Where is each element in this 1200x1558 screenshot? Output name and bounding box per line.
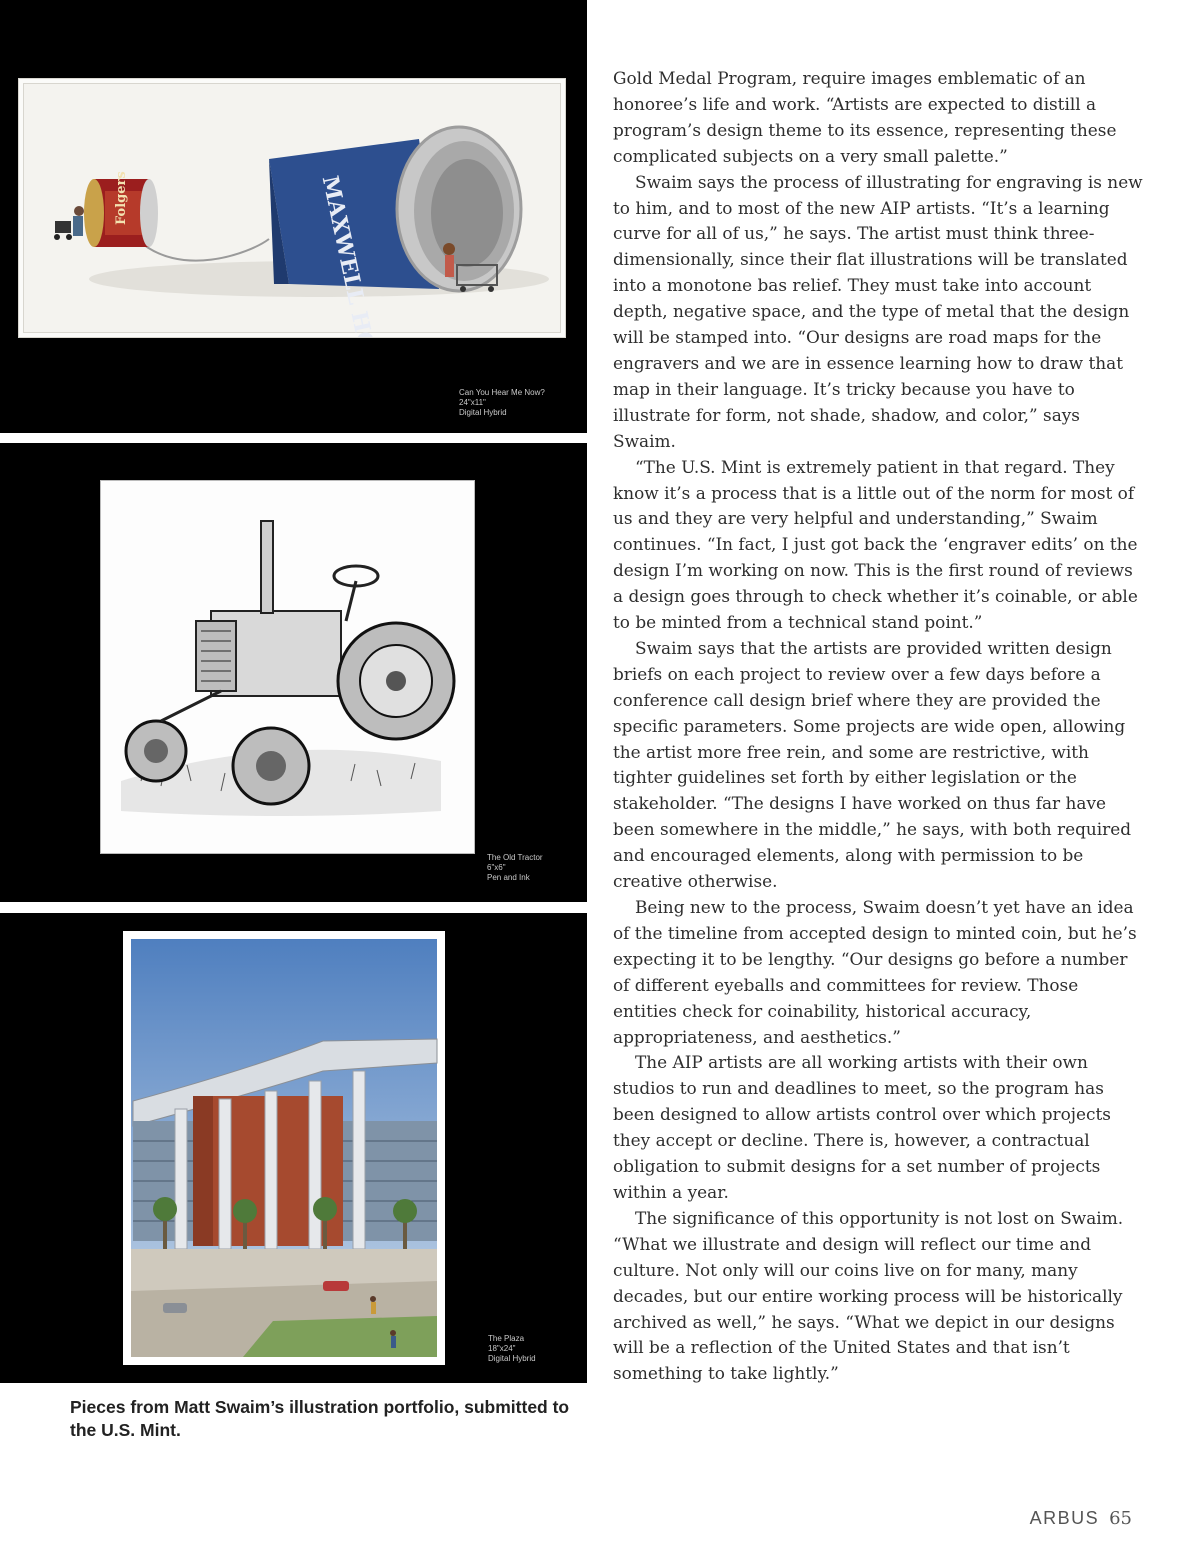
article-paragraph: Gold Medal Program, require images emblematic of an honoree’s life and work. “Artists are expected to distill a program’s design theme to its essence, representing these complicated subjects on a very small palette.” — [613, 68, 1117, 166]
plate-medium: Digital Hybrid — [459, 408, 507, 417]
article-body — [613, 66, 1143, 1387]
plate-size: 18"x24" — [488, 1344, 516, 1353]
cans-illustration — [18, 78, 566, 338]
page-number: 65 — [1109, 1508, 1132, 1529]
article-paragraph: Being new to the process, Swaim doesn’t yet have an idea of the timeline from accepted design to minted coin, but he’s expecting it to be lengthy. “Our designs go before a number of different eyeballs and committees for review. Those entities check for coinability, historical accuracy, appropriateness, and aesthetics.” — [613, 897, 1137, 1047]
tractor-illustration — [100, 480, 475, 854]
small-can-label: Folgers — [114, 171, 129, 225]
large-can — [269, 127, 521, 337]
figure-caption: Pieces from Matt Swaim’s illustration portfolio, submitted to the U.S. Mint. — [70, 1397, 570, 1440]
plate-size: 6"x6" — [487, 863, 506, 872]
magazine-name: ARBUS — [1029, 1508, 1100, 1528]
plaza-illustration — [123, 931, 445, 1365]
small-can — [84, 171, 158, 247]
article-paragraph: The AIP artists are all working artists with their own studios to run and deadlines to meet, so the program has been designed to allow artists control over which projects they accept or decline. There is, however, a contractual obligation to submit designs for a set number of projects within a year. — [613, 1052, 1111, 1202]
article-paragraph: The significance of this opportunity is not lost on Swaim. “What we illustrate and design will reflect our time and culture. Not only will our coins live on for many, many decades, but our entire working process will be historically archived as well,” he says. “What we depict in our designs will be a reflection of the United States and that isn’t something to take lightly.” — [613, 1207, 1124, 1384]
plate-caption-3 — [488, 1334, 536, 1364]
article-paragraph: “The U.S. Mint is extremely patient in that regard. They know it’s a process that is a little out of the norm for most of us and they are very helpful and understanding,” Swaim continues. “In fact, I just got back the ‘engraver edits’ on the design I’m working on now. This is the first round of reviews a design goes through to check whether it’s coinable, or able to be minted from a technical stand point.” — [613, 456, 1138, 633]
plate-medium: Pen and Ink — [487, 873, 530, 882]
plate-title: Can You Hear Me Now? — [459, 388, 545, 397]
large-can-label: MAXWELL HOUSE — [316, 173, 391, 337]
article-paragraph: Swaim says that the artists are provided written design briefs on each project to review over a few days before a conference call design brief where they are provided the specific parameters. Some projects are wide open, allowing the artist more free rein, and some are restrictive, with tighter guidelines set forth by either legislation or the stakeholder. “The designs I have worked on thus far have been somewhere in the middle,” he says, with both required and encouraged elements, along with permission to be creative otherwise. — [613, 637, 1132, 892]
cans-artwork — [19, 79, 565, 337]
plate-medium: Digital Hybrid — [488, 1354, 536, 1363]
figure-plaza-panel — [0, 913, 587, 1383]
plate-caption-2 — [487, 853, 543, 883]
figure-cans-panel — [0, 0, 587, 433]
plate-title: The Old Tractor — [487, 853, 543, 862]
tractor-artwork — [101, 481, 474, 853]
figure-tractor-panel — [0, 443, 587, 902]
plate-title: The Plaza — [488, 1334, 525, 1343]
plate-caption-1 — [459, 388, 545, 418]
page-footer — [1030, 1508, 1132, 1529]
article-paragraph: Swaim says the process of illustrating for engraving is new to him, and to most of the new AIP artists. “It’s a learning curve for all of us,” he says. The artist must think three-dimensionally, since their flat illustrations will be translated into a monotone bas relief. They must take into account depth, negative space, and the type of metal that the design will be stamped into. “Our designs are road maps for the engravers and we are in essence learning how to draw that map in their language. It’s tricky because you have to illustrate for form, not shade, shadow, and color,” says Swaim. — [613, 171, 1143, 451]
plate-size: 24"x11" — [459, 398, 486, 407]
plaza-artwork — [123, 931, 445, 1365]
